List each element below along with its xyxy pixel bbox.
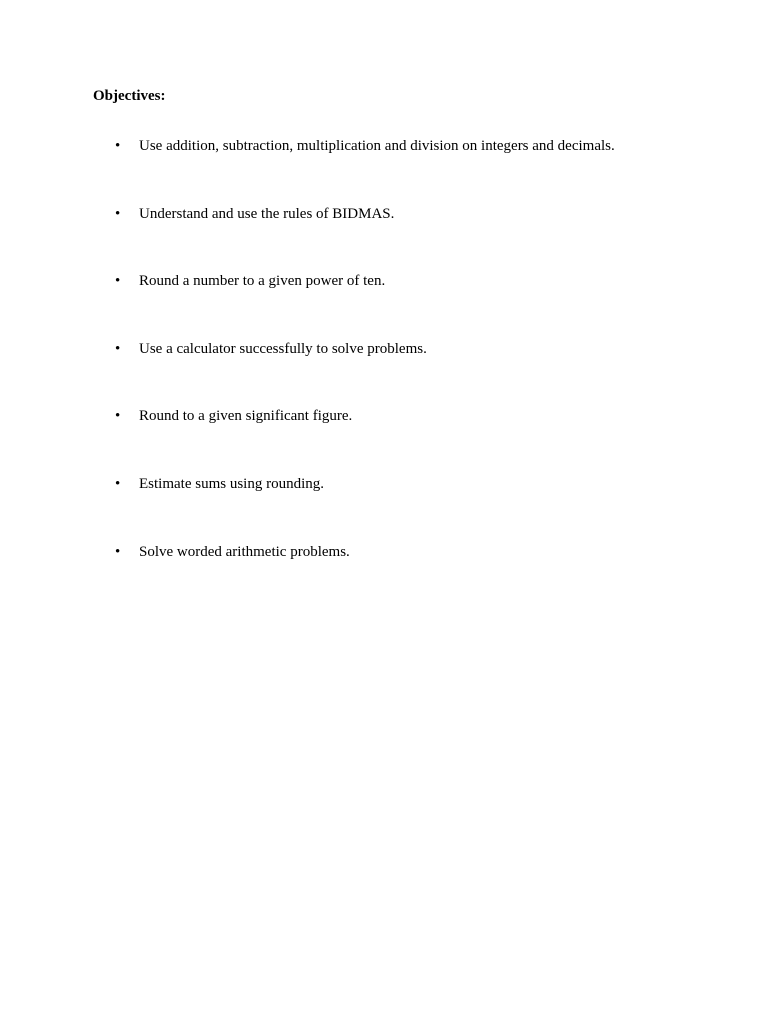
bullet-icon: • — [115, 408, 121, 425]
list-item-text: Use a calculator successfully to solve problems. — [139, 340, 427, 357]
list-item — [0, 205, 768, 273]
list-item — [0, 272, 768, 340]
list-item-text: Understand and use the rules of BIDMAS. — [139, 205, 395, 222]
list-item-text: Use addition, subtraction, multiplication and division on integers and decimals. — [139, 138, 615, 154]
list-item-text: Round to a given significant figure. — [139, 408, 353, 425]
list-item — [0, 543, 768, 611]
bullet-icon: • — [115, 138, 121, 154]
objectives-list — [0, 137, 768, 610]
list-item-text: Estimate sums using rounding. — [139, 475, 324, 492]
list-item-text: Round a number to a given power of ten. — [139, 273, 386, 290]
bullet-icon: • — [115, 475, 121, 492]
list-item — [0, 475, 768, 543]
bullet-icon: • — [115, 273, 121, 290]
bullet-icon: • — [115, 543, 121, 560]
list-item — [0, 340, 768, 408]
objectives-heading: Objectives: — [93, 88, 166, 104]
bullet-icon: • — [115, 205, 121, 222]
bullet-icon: • — [115, 340, 121, 357]
list-item — [0, 137, 768, 205]
list-item — [0, 407, 768, 475]
list-item-text: Solve worded arithmetic problems. — [139, 543, 350, 560]
